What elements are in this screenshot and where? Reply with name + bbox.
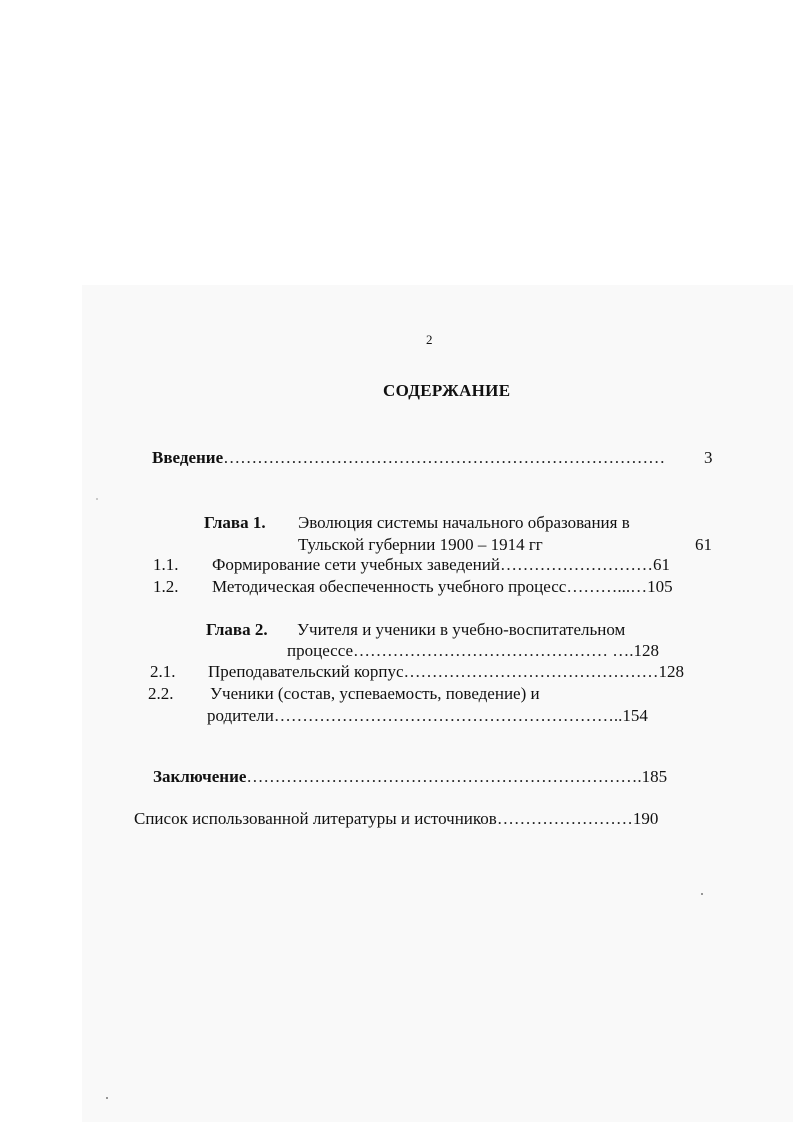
chapter1-label: Глава 1. xyxy=(204,513,266,532)
chapter1-title-line2: Тульской губернии 1900 – 1914 гг xyxy=(298,535,543,554)
page-number: 2 xyxy=(426,332,433,347)
scan-speck xyxy=(96,498,98,500)
section-1-1 xyxy=(212,555,670,575)
scan-speck xyxy=(701,893,703,895)
toc-bibliography-leader: …………………… xyxy=(496,809,633,828)
section-1-2-leader: ………...… xyxy=(566,577,648,596)
chapter2-leader: ……………………………………… …. xyxy=(353,641,634,660)
section-1-2-number: 1.2. xyxy=(153,577,179,596)
toc-intro-label: Введение xyxy=(152,448,224,467)
chapter2-title-line2: процессе xyxy=(287,641,354,660)
toc-intro-leader: …………………………………………………………………… xyxy=(223,448,666,467)
section-2-2-title-line1: Ученики (состав, успеваемость, поведение) и xyxy=(210,684,540,703)
scan-speck xyxy=(106,1097,108,1099)
section-2-2-line2 xyxy=(207,706,648,726)
chapter1-page: 61 xyxy=(695,535,712,554)
section-1-1-page: 61 xyxy=(652,555,670,574)
toc-intro-page: 3 xyxy=(704,448,713,467)
section-2-1-title: Преподавательский корпус xyxy=(208,662,404,681)
section-2-1-number: 2.1. xyxy=(150,662,176,681)
section-1-1-number: 1.1. xyxy=(153,555,179,574)
section-2-1 xyxy=(208,662,684,682)
section-1-2-title: Методическая обеспеченность учебного процесс xyxy=(212,577,567,596)
section-1-1-title: Формирование сети учебных заведений xyxy=(212,555,500,574)
section-2-2-number: 2.2. xyxy=(148,684,174,703)
section-2-2-page: 154 xyxy=(622,706,648,725)
section-1-2-page: 105 xyxy=(647,577,673,596)
section-2-1-page: 128 xyxy=(658,662,685,681)
section-2-2-title-line2: родители xyxy=(207,706,274,725)
chapter2-label: Глава 2. xyxy=(206,620,268,639)
section-1-2 xyxy=(212,577,673,597)
chapter2-title-line2-row xyxy=(287,641,659,661)
toc-bibliography xyxy=(134,809,658,829)
toc-intro xyxy=(152,448,665,468)
toc-bibliography-page: 190 xyxy=(632,809,659,828)
toc-conclusion-page: 185 xyxy=(641,767,668,786)
toc-conclusion-label: Заключение xyxy=(153,767,247,786)
chapter1-title-line1: Эволюция системы начального образования в xyxy=(298,513,630,532)
toc-conclusion xyxy=(153,767,667,787)
page-title: СОДЕРЖАНИЕ xyxy=(383,381,511,400)
toc-conclusion-leader: ……………………………………………………………. xyxy=(246,767,642,786)
section-2-2-leader: …………………………………………………….. xyxy=(273,706,623,725)
section-2-1-leader: ……………………………………… xyxy=(403,662,659,681)
section-1-1-leader: ……………………… xyxy=(499,555,653,574)
chapter2-page: 128 xyxy=(633,641,660,660)
toc-bibliography-label: Список использованной литературы и источников xyxy=(134,809,497,828)
chapter2-title-line1: Учителя и ученики в учебно-воспитательном xyxy=(297,620,626,639)
